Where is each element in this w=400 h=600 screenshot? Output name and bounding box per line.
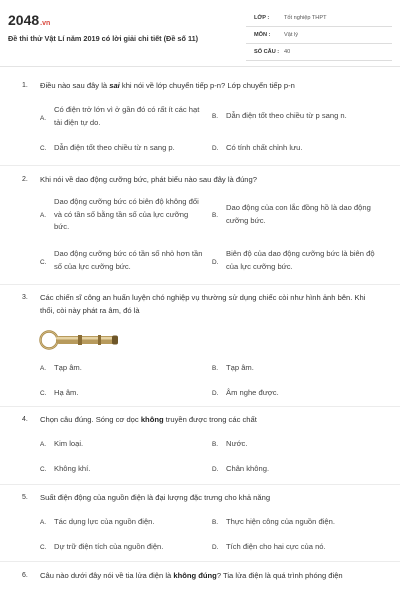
meta-value: 40 — [284, 49, 291, 55]
text-part: ? Tia lửa điện là quá trình phóng điện — [216, 571, 343, 580]
text-part: Câu nào dưới đây nói về tia lửa điện là — [40, 571, 174, 580]
question-divider — [0, 484, 400, 485]
option-text: Tạp âm. — [226, 363, 254, 372]
text-part: Điều nào sau đây là — [40, 81, 110, 90]
text-part: truyền được trong các chất — [163, 415, 257, 424]
option-letter: C. — [40, 145, 47, 152]
text-part: Chọn câu đúng. Sóng cơ dọc — [40, 415, 141, 424]
option-text: Có điện trở lớn vì ở gần đó có rất ít các hạt tải điện tự do. — [54, 105, 200, 127]
dog-whistle-image — [38, 329, 122, 351]
logo-suffix: .vn — [40, 20, 51, 27]
option-text: Không khí. — [54, 464, 91, 473]
option-letter: D. — [212, 145, 219, 152]
question-number: 5. — [22, 494, 28, 501]
meta-label: SỐ CÂU : — [254, 49, 280, 55]
question-divider — [0, 406, 400, 407]
option-text: Dao động của con lắc đồng hồ là dao động cưỡng bức. — [226, 203, 371, 225]
question-number: 4. — [22, 416, 28, 423]
option-letter: B. — [212, 519, 219, 526]
option-letter: D. — [212, 259, 219, 266]
option-letter: C. — [40, 466, 47, 473]
option-text: Nước. — [226, 439, 248, 448]
text-part: khi nói về lớp chuyển tiếp p-n? Lớp chuyển tiếp p-n — [119, 81, 295, 90]
question-text — [40, 414, 380, 427]
question-number: 1. — [22, 82, 28, 89]
option-text: Tác dụng lực của nguồn điện. — [54, 517, 155, 526]
emphasis-word: sai — [109, 81, 120, 90]
question-divider — [0, 165, 400, 166]
option-text: Kim loại. — [54, 439, 84, 448]
meta-value: Tốt nghiệp THPT — [284, 15, 327, 21]
option-letter: A. — [40, 365, 47, 372]
option-letter: A. — [40, 115, 47, 122]
option-text: Thực hiện công của nguồn điện. — [226, 517, 335, 526]
meta-row-subject — [246, 29, 392, 44]
question-text: Các chiến sĩ công an huấn luyện chó nghiệp vụ thường sử dụng chiếc còi như hình ảnh bên. Khi thổi, còi này phát ra âm, đó là — [40, 293, 366, 315]
exam-meta — [246, 12, 392, 63]
option-letter: C. — [40, 390, 47, 397]
option-letter: C. — [40, 259, 47, 266]
question-number: 6. — [22, 572, 28, 579]
option-letter: D. — [212, 544, 219, 551]
meta-value: Vật lý — [284, 32, 298, 38]
logo-text: 2048 — [8, 12, 40, 28]
question-number: 3. — [22, 294, 28, 301]
option-letter: B. — [212, 441, 219, 448]
option-text: Chân không. — [226, 464, 270, 473]
option-letter: A. — [40, 212, 47, 219]
question-number: 2. — [22, 176, 28, 183]
bold-word: không đúng — [173, 571, 217, 580]
option-letter: B. — [212, 365, 219, 372]
question-text: Suất điện động của nguồn điện là đại lượng đặc trưng cho khả năng — [40, 493, 271, 502]
option-text: Biên độ của dao động cưỡng bức là biên độ của lực cưỡng bức. — [226, 249, 375, 271]
option-letter: B. — [212, 212, 219, 219]
option-text: Dự trữ điện tích của nguồn điện. — [54, 542, 164, 551]
header-divider — [0, 66, 400, 67]
option-letter: B. — [212, 113, 219, 120]
option-text: Dẫn điện tốt theo chiều từ p sang n. — [226, 111, 347, 120]
question-text — [40, 80, 380, 93]
question-text: Khi nói về dao động cưỡng bức, phát biểu nào sau đây là đúng? — [40, 175, 257, 184]
option-text: Tạp âm. — [54, 363, 82, 372]
exam-header — [0, 0, 400, 60]
option-text: Có tính chất chỉnh lưu. — [226, 143, 303, 152]
option-text: Tích điện cho hai cực của nó. — [226, 542, 326, 551]
option-letter: C. — [40, 544, 47, 551]
site-logo[interactable] — [8, 12, 50, 28]
option-letter: A. — [40, 519, 47, 526]
option-text: Dao động cưỡng bức có biên độ không đổi và có tần số bằng tần số của lực cưỡng bức. — [54, 197, 199, 231]
bold-word: không — [140, 415, 164, 424]
exam-title: Đề thi thử Vật Lí năm 2019 có lời giải chi tiết (Đề số 11) — [8, 34, 199, 43]
question-divider — [0, 284, 400, 285]
option-letter: D. — [212, 466, 219, 473]
option-text: Dẫn điện tốt theo chiều từ n sang p. — [54, 143, 175, 152]
option-text: Hạ âm. — [54, 388, 79, 397]
question-text — [40, 570, 380, 583]
question-divider — [0, 561, 400, 562]
option-letter: D. — [212, 390, 219, 397]
option-text: Dao động cưỡng bức có tần số nhỏ hơn tần số của lực cưỡng bức. — [54, 249, 203, 271]
option-text: Âm nghe được. — [226, 388, 279, 397]
meta-row-count — [246, 46, 392, 61]
option-letter: A. — [40, 441, 47, 448]
meta-label: LỚP : — [254, 15, 270, 21]
meta-label: MÔN : — [254, 32, 271, 38]
meta-row-class — [246, 12, 392, 27]
